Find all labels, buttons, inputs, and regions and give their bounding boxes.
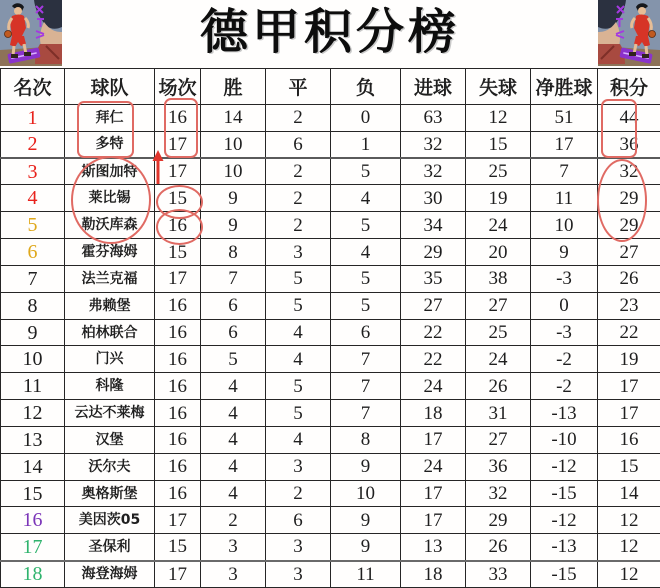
cell-goals-against: 12 — [466, 105, 531, 132]
cell-goal-diff: -13 — [531, 400, 598, 427]
table-row — [1, 292, 660, 319]
cell-points: 15 — [598, 453, 660, 480]
cell-goals-for: 22 — [401, 346, 466, 373]
cell-played: 16 — [155, 400, 201, 427]
cell-goal-diff: -12 — [531, 507, 598, 534]
cell-played: 15 — [155, 239, 201, 266]
cell-loss: 6 — [331, 319, 401, 346]
cell-draw: 5 — [266, 265, 331, 292]
cell-points: 23 — [598, 292, 660, 319]
cell-goals-for: 18 — [401, 400, 466, 427]
cell-played: 17 — [155, 561, 201, 588]
cell-draw: 2 — [266, 158, 331, 185]
cell-goals-for: 27 — [401, 292, 466, 319]
cell-team: 霍芬海姆 — [65, 239, 155, 266]
cell-goals-against: 29 — [466, 507, 531, 534]
cell-played: 17 — [155, 507, 201, 534]
cell-goals-for: 32 — [401, 158, 466, 185]
cell-goals-for: 24 — [401, 453, 466, 480]
cell-team: 勒沃库森 — [65, 212, 155, 239]
cell-win: 6 — [201, 319, 266, 346]
cell-loss: 11 — [331, 561, 401, 588]
cell-rank: 3 — [1, 158, 65, 185]
cell-played: 16 — [155, 480, 201, 507]
cell-goals-for: 22 — [401, 319, 466, 346]
cell-points: 14 — [598, 480, 660, 507]
cell-goal-diff: 11 — [531, 185, 598, 212]
cell-rank: 6 — [1, 239, 65, 266]
col-header-played: 场次 — [155, 69, 201, 105]
cell-rank: 8 — [1, 292, 65, 319]
cell-points: 16 — [598, 426, 660, 453]
cell-points: 36 — [598, 131, 660, 158]
cell-team: 圣保利 — [65, 534, 155, 561]
slam-dunk-player-art-mirrored-icon — [598, 0, 660, 66]
cell-loss: 9 — [331, 453, 401, 480]
cell-played: 17 — [155, 265, 201, 292]
cell-draw: 2 — [266, 480, 331, 507]
cell-rank: 13 — [1, 426, 65, 453]
cell-draw: 3 — [266, 453, 331, 480]
cell-goals-against: 25 — [466, 319, 531, 346]
cell-rank: 12 — [1, 400, 65, 427]
cell-loss: 4 — [331, 185, 401, 212]
cell-rank: 16 — [1, 507, 65, 534]
cell-loss: 0 — [331, 105, 401, 132]
cell-draw: 4 — [266, 346, 331, 373]
col-header-loss: 负 — [331, 69, 401, 105]
cell-rank: 15 — [1, 480, 65, 507]
col-header-rank: 名次 — [1, 69, 65, 105]
table-row — [1, 239, 660, 266]
cell-goals-against: 32 — [466, 480, 531, 507]
cell-goals-for: 24 — [401, 373, 466, 400]
cell-win: 9 — [201, 185, 266, 212]
cell-win: 4 — [201, 400, 266, 427]
cell-played: 16 — [155, 105, 201, 132]
table-row — [1, 561, 660, 588]
cell-goals-against: 31 — [466, 400, 531, 427]
cell-played: 16 — [155, 292, 201, 319]
cell-goals-against: 27 — [466, 426, 531, 453]
cell-draw: 6 — [266, 131, 331, 158]
cell-goals-for: 17 — [401, 507, 466, 534]
col-header-win: 胜 — [201, 69, 266, 105]
cell-draw: 3 — [266, 561, 331, 588]
cell-draw: 5 — [266, 373, 331, 400]
cell-win: 3 — [201, 534, 266, 561]
cell-draw: 2 — [266, 212, 331, 239]
cell-team: 莱比锡 — [65, 185, 155, 212]
cell-team: 柏林联合 — [65, 319, 155, 346]
cell-goals-for: 35 — [401, 265, 466, 292]
cell-win: 8 — [201, 239, 266, 266]
col-header-goals-against: 失球 — [466, 69, 531, 105]
cell-win: 4 — [201, 453, 266, 480]
cell-rank: 17 — [1, 534, 65, 561]
cell-goals-against: 24 — [466, 346, 531, 373]
cell-rank: 18 — [1, 561, 65, 588]
cell-points: 17 — [598, 373, 660, 400]
cell-goals-against: 26 — [466, 373, 531, 400]
cell-goals-for: 29 — [401, 239, 466, 266]
cell-points: 29 — [598, 185, 660, 212]
cell-team: 沃尔夫 — [65, 453, 155, 480]
cell-loss: 7 — [331, 400, 401, 427]
cell-team: 美因茨05 — [65, 507, 155, 534]
cell-win: 4 — [201, 426, 266, 453]
cell-draw: 3 — [266, 534, 331, 561]
cell-loss: 7 — [331, 346, 401, 373]
cell-rank: 7 — [1, 265, 65, 292]
cell-played: 15 — [155, 185, 201, 212]
page-title: 德甲积分榜 — [199, 6, 460, 59]
cell-goals-against: 25 — [466, 158, 531, 185]
cell-team: 多特 — [65, 131, 155, 158]
cell-loss: 8 — [331, 426, 401, 453]
cell-points: 44 — [598, 105, 660, 132]
table-row — [1, 265, 660, 292]
cell-goals-for: 32 — [401, 131, 466, 158]
cell-played: 16 — [155, 426, 201, 453]
col-header-goals-for: 进球 — [401, 69, 466, 105]
cell-rank: 1 — [1, 105, 65, 132]
table-row — [1, 212, 660, 239]
cell-draw: 6 — [266, 507, 331, 534]
cell-points: 17 — [598, 400, 660, 427]
cell-goal-diff: -10 — [531, 426, 598, 453]
cell-points: 26 — [598, 265, 660, 292]
table-header-row — [1, 69, 660, 105]
table-row — [1, 534, 660, 561]
cell-loss: 4 — [331, 239, 401, 266]
cell-goals-for: 13 — [401, 534, 466, 561]
cell-team: 斯图加特 — [65, 158, 155, 185]
cell-loss: 5 — [331, 212, 401, 239]
cell-played: 16 — [155, 453, 201, 480]
cell-win: 3 — [201, 561, 266, 588]
cell-points: 12 — [598, 561, 660, 588]
cell-goal-diff: 51 — [531, 105, 598, 132]
cell-goal-diff: -3 — [531, 265, 598, 292]
cell-team: 汉堡 — [65, 426, 155, 453]
cell-win: 10 — [201, 131, 266, 158]
cell-team: 云达不莱梅 — [65, 400, 155, 427]
cell-goal-diff: -15 — [531, 480, 598, 507]
cell-goals-against: 26 — [466, 534, 531, 561]
cell-goals-against: 15 — [466, 131, 531, 158]
cell-goals-against: 19 — [466, 185, 531, 212]
table-row — [1, 346, 660, 373]
cell-played: 16 — [155, 373, 201, 400]
cell-played: 16 — [155, 212, 201, 239]
cell-points: 12 — [598, 534, 660, 561]
cell-team: 科隆 — [65, 373, 155, 400]
cell-played: 15 — [155, 534, 201, 561]
cell-points: 27 — [598, 239, 660, 266]
cell-win: 10 — [201, 158, 266, 185]
table-row — [1, 319, 660, 346]
cell-rank: 10 — [1, 346, 65, 373]
cell-played: 16 — [155, 319, 201, 346]
table-row — [1, 507, 660, 534]
cell-goal-diff: 17 — [531, 131, 598, 158]
table-row — [1, 373, 660, 400]
table-row — [1, 185, 660, 212]
table-row — [1, 158, 660, 185]
cell-goals-against: 38 — [466, 265, 531, 292]
cell-win: 5 — [201, 346, 266, 373]
cell-rank: 14 — [1, 453, 65, 480]
cell-goal-diff: -2 — [531, 346, 598, 373]
cell-draw: 2 — [266, 185, 331, 212]
cell-draw: 5 — [266, 292, 331, 319]
cell-goals-for: 63 — [401, 105, 466, 132]
cell-goals-against: 27 — [466, 292, 531, 319]
cell-goal-diff: -2 — [531, 373, 598, 400]
cell-win: 6 — [201, 292, 266, 319]
cell-win: 4 — [201, 480, 266, 507]
cell-win: 2 — [201, 507, 266, 534]
cell-goal-diff: -12 — [531, 453, 598, 480]
cell-team: 弗赖堡 — [65, 292, 155, 319]
cell-win: 9 — [201, 212, 266, 239]
cell-goals-for: 17 — [401, 426, 466, 453]
cell-win: 7 — [201, 265, 266, 292]
cell-draw: 5 — [266, 400, 331, 427]
cell-goals-against: 24 — [466, 212, 531, 239]
cell-draw: 2 — [266, 105, 331, 132]
table-row — [1, 426, 660, 453]
col-header-draw: 平 — [266, 69, 331, 105]
col-header-points: 积分 — [598, 69, 660, 105]
cell-goals-against: 36 — [466, 453, 531, 480]
title-bar — [0, 0, 660, 68]
cell-loss: 5 — [331, 158, 401, 185]
cell-win: 4 — [201, 373, 266, 400]
cell-goals-against: 33 — [466, 561, 531, 588]
cell-team: 门兴 — [65, 346, 155, 373]
cell-win: 14 — [201, 105, 266, 132]
cell-points: 12 — [598, 507, 660, 534]
table-row — [1, 453, 660, 480]
cell-goals-for: 17 — [401, 480, 466, 507]
cell-loss: 1 — [331, 131, 401, 158]
cell-goals-for: 34 — [401, 212, 466, 239]
cell-goal-diff: -13 — [531, 534, 598, 561]
cell-team: 法兰克福 — [65, 265, 155, 292]
cell-team: 拜仁 — [65, 105, 155, 132]
cell-goal-diff: -15 — [531, 561, 598, 588]
cell-goal-diff: 0 — [531, 292, 598, 319]
col-header-goal-diff: 净胜球 — [531, 69, 598, 105]
cell-played: 16 — [155, 346, 201, 373]
cell-team: 奥格斯堡 — [65, 480, 155, 507]
cell-rank: 9 — [1, 319, 65, 346]
cell-goal-diff: -3 — [531, 319, 598, 346]
cell-rank: 11 — [1, 373, 65, 400]
cell-played: 17 — [155, 131, 201, 158]
cell-goal-diff: 9 — [531, 239, 598, 266]
cell-points: 29 — [598, 212, 660, 239]
cell-goals-against: 20 — [466, 239, 531, 266]
cell-points: 19 — [598, 346, 660, 373]
cell-draw: 3 — [266, 239, 331, 266]
table-row — [1, 131, 660, 158]
cell-draw: 4 — [266, 319, 331, 346]
standings-table — [0, 68, 660, 588]
cell-draw: 4 — [266, 426, 331, 453]
table-row — [1, 480, 660, 507]
cell-points: 22 — [598, 319, 660, 346]
cell-rank: 4 — [1, 185, 65, 212]
cell-goals-for: 30 — [401, 185, 466, 212]
cell-loss: 7 — [331, 373, 401, 400]
col-header-team: 球队 — [65, 69, 155, 105]
cell-loss: 10 — [331, 480, 401, 507]
cell-played: 17 — [155, 158, 201, 185]
cell-loss: 9 — [331, 534, 401, 561]
table-row — [1, 400, 660, 427]
cell-goal-diff: 10 — [531, 212, 598, 239]
cell-rank: 2 — [1, 131, 65, 158]
cell-team: 海登海姆 — [65, 561, 155, 588]
cell-goal-diff: 7 — [531, 158, 598, 185]
cell-rank: 5 — [1, 212, 65, 239]
cell-loss: 9 — [331, 507, 401, 534]
cell-goals-for: 18 — [401, 561, 466, 588]
cell-loss: 5 — [331, 265, 401, 292]
cell-points: 32 — [598, 158, 660, 185]
table-row — [1, 105, 660, 132]
cell-loss: 5 — [331, 292, 401, 319]
